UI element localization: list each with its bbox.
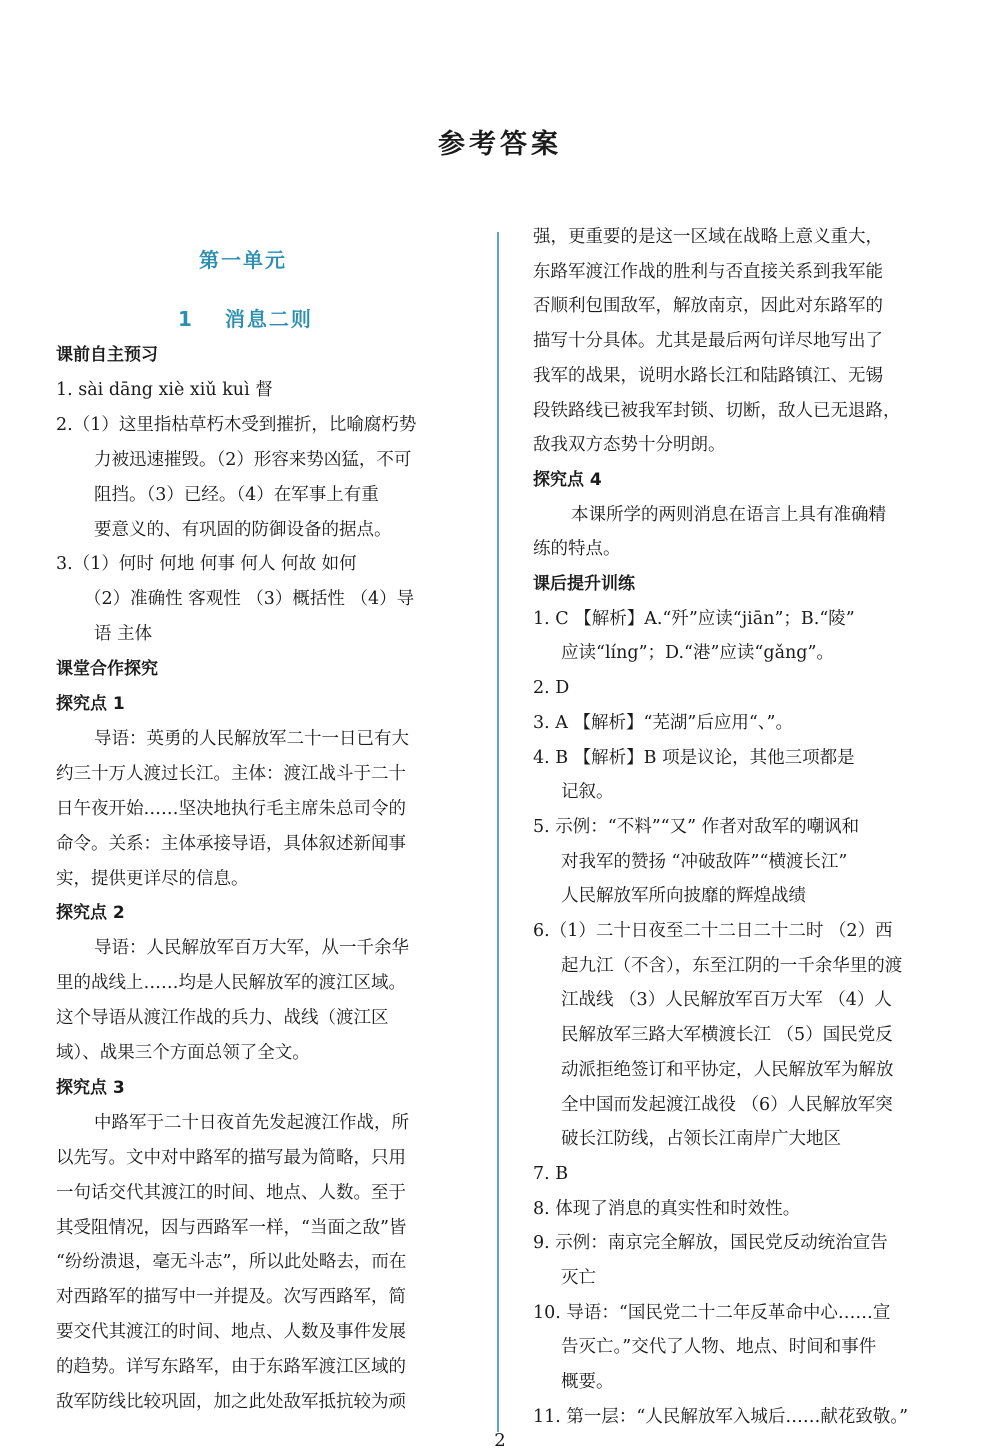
right-text-line: 对我军的赞扬 “冲破敌阵”“横渡长江” <box>561 851 848 872</box>
right-text-line: 10. 导语：“国民党二十二年反革命中心……宣 <box>533 1302 891 1323</box>
right-text-line: 民解放军三路大军横渡长江 （5）国民党反 <box>561 1025 893 1046</box>
column-divider <box>497 232 499 1432</box>
left-text-line: 2.（1）这里指枯草朽木受到摧折，比喻腐朽势 <box>56 414 417 435</box>
left-text-line: 力被迅速摧毁。（2）形容来势凶猛，不可 <box>94 449 412 470</box>
left-section-heading: 课堂合作探究 <box>56 659 158 680</box>
right-text-line: 告灭亡。”交代了人物、地点、时间和事件 <box>561 1337 877 1358</box>
left-text-line: 的趋势。详写东路军，由于东路军渡江区域的 <box>56 1357 406 1378</box>
left-text-line: 这个导语从渡江作战的兵力、战线（渡江区 <box>56 1008 389 1029</box>
right-section-heading: 课后提升训练 <box>533 574 635 594</box>
left-text-line: 对西路军的描写中一并提及。次写西路军，简 <box>56 1287 406 1308</box>
right-text-line: 6.（1）二十日夜至二十二日二十二时 （2）西 <box>533 921 893 941</box>
right-text-line: 应读“líng”；D.“港”应读“gǎng”。 <box>561 643 834 664</box>
right-text-line: 1. C 【解析】A.“歼”应读“jiān”；B.“陵” <box>533 608 855 629</box>
lesson-title: 1 消息二则 <box>178 307 313 331</box>
left-text-line: 以先写。文中对中路军的描写最为简略，只用 <box>56 1147 406 1168</box>
page-title: 参考答案 <box>438 129 562 160</box>
left-text-line: 3.（1）何时 何地 何事 何人 何故 如何 <box>56 554 357 575</box>
right-text-line: 否顺利包围敌军，解放南京，因此对东路军的 <box>533 296 883 317</box>
right-text-line: 描写十分具体。尤其是最后两句详尽地写出了 <box>533 331 883 352</box>
left-text-line: 约三十万人渡过长江。主体：渡江战斗于二十 <box>56 763 406 784</box>
right-text-line: 人民解放军所向披靡的辉煌战绩 <box>561 886 806 907</box>
left-section-heading: 探究点 2 <box>56 903 125 924</box>
left-text-line: 日午夜开始……坚决地执行毛主席朱总司令的 <box>56 798 406 819</box>
right-text-line: 段铁路线已被我军封锁、切断，敌人已无退路， <box>533 400 901 421</box>
left-text-line: 域）、战果三个方面总领了全文。 <box>56 1043 310 1063</box>
right-text-line: 4. B 【解析】B 项是议论，其他三项都是 <box>533 747 855 768</box>
left-text-line: 实，提供更详尽的信息。 <box>56 868 249 889</box>
right-text-line: 5. 示例：“不料”“又” 作者对敌军的嘲讽和 <box>533 816 860 837</box>
right-text-line: 起九江（不含），东至江阴的一千余华里的渡 <box>561 955 903 976</box>
left-text-line: 导语：人民解放军百万大军，从一千余华 <box>94 938 409 959</box>
right-text-line: 9. 示例：南京完全解放，国民党反动统治宣告 <box>533 1233 888 1254</box>
left-text-line: 要意义的、有巩固的防御设备的据点。 <box>94 519 392 540</box>
right-text-line: 敌我双方态势十分明朗。 <box>533 435 726 456</box>
left-text-line: 要交代其渡江的时间、地点、人数及事件发展 <box>56 1322 406 1343</box>
right-text-line: 破长江防线，占领长江南岸广大地区 <box>561 1129 841 1150</box>
right-text-line: 11. 第一层：“人民解放军入城后……献花致敬。” <box>533 1406 909 1427</box>
right-text-line: 7. B <box>533 1163 569 1184</box>
page-number: 2 <box>494 1430 506 1451</box>
right-text-line: 动派拒绝签订和平协定，人民解放军为解放 <box>561 1059 894 1080</box>
left-text-line: 敌军防线比较巩固，加之此处敌军抵抗较为顽 <box>56 1392 406 1412</box>
left-text-line: （2）准确性 客观性 （3）概括性 （4）导 <box>84 589 415 610</box>
left-text-line: 导语：英勇的人民解放军二十一日已有大 <box>94 728 409 749</box>
left-text-line: 一句话交代其渡江的时间、地点、人数。至于 <box>56 1182 406 1203</box>
left-text-line: 中路军于二十日夜首先发起渡江作战，所 <box>94 1112 409 1133</box>
right-text-line: 8. 体现了消息的真实性和时效性。 <box>533 1198 801 1219</box>
right-text-line: 概要。 <box>561 1372 614 1393</box>
right-text-line: 记叙。 <box>561 782 614 803</box>
right-text-line: 全中国而发起渡江战役 （6）人民解放军突 <box>561 1094 893 1115</box>
left-text-line: 里的战线上……均是人民解放军的渡江区域。 <box>56 973 406 994</box>
left-section-heading: 课前自主预习 <box>56 345 158 365</box>
left-section-heading: 探究点 3 <box>56 1077 125 1098</box>
right-text-line: 江战线 （3）人民解放军百万大军 （4）人 <box>561 990 892 1011</box>
right-text-line: 灭亡 <box>561 1268 596 1288</box>
right-text-line: 练的特点。 <box>533 539 621 560</box>
left-text-line: 语 主体 <box>94 624 153 645</box>
right-section-heading: 探究点 4 <box>533 469 602 490</box>
left-section-heading: 探究点 1 <box>56 694 125 714</box>
right-text-line: 2. D <box>533 678 570 699</box>
right-text-line: 东路军渡江作战的胜利与否直接关系到我军能 <box>533 261 883 282</box>
right-text-line: 我军的战果，说明水路长江和陆路镇江、无锡 <box>533 365 883 386</box>
left-text-line: 1. sài dāng xiè xiǔ kuì 督 <box>56 379 273 400</box>
left-text-line: 阻挡。（3）已经。（4）在军事上有重 <box>94 484 379 505</box>
left-text-line: 命令。关系：主体承接导语，具体叙述新闻事 <box>56 833 406 854</box>
unit-title: 第一单元 <box>199 248 287 272</box>
right-text-line: 强，更重要的是这一区域在战略上意义重大， <box>533 227 883 247</box>
right-text-line: 本课所学的两则消息在语言上具有准确精 <box>571 504 886 525</box>
left-text-line: “纷纷溃退，毫无斗志”，所以此处略去，而在 <box>56 1252 407 1273</box>
right-text-line: 3. A 【解析】“芜湖”后应用“、”。 <box>533 712 793 733</box>
left-text-line: 其受阻情况，因与西路军一样，“当面之敌”皆 <box>56 1217 407 1238</box>
